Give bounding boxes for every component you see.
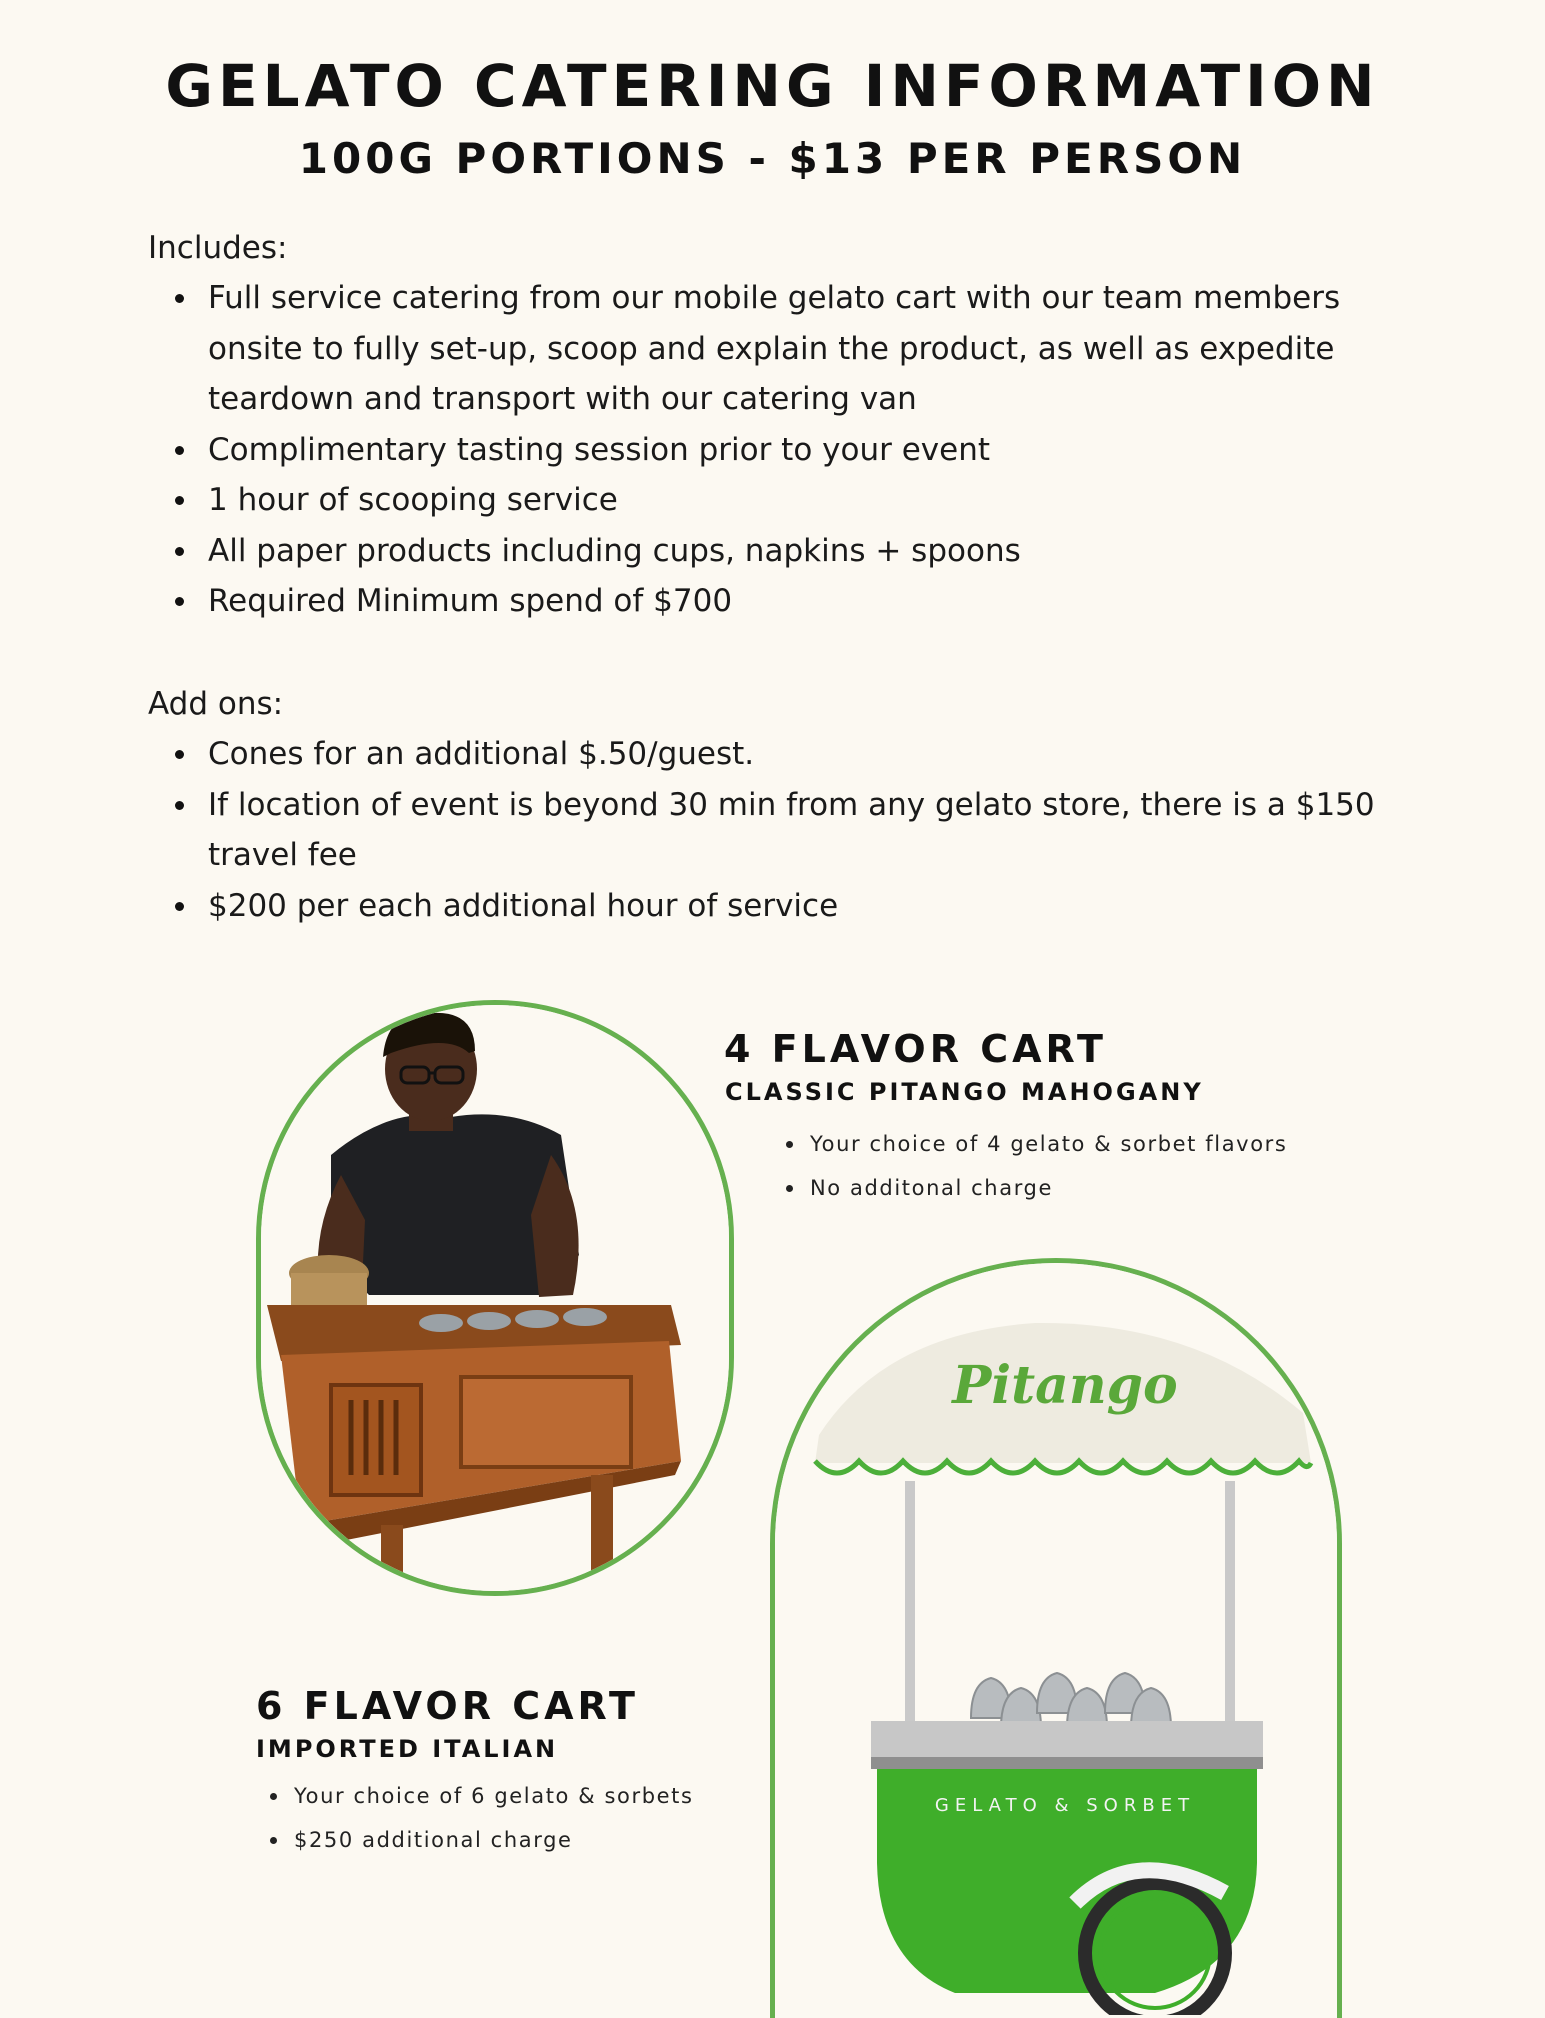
includes-section — [148, 223, 1438, 627]
page-title: GELATO CATERING INFORMATION — [165, 52, 1380, 120]
page-subtitle: 100G PORTIONS - $13 PER PERSON — [298, 134, 1247, 183]
addons-section — [148, 679, 1438, 931]
includes-list — [148, 273, 1438, 627]
italian-cart-photo — [770, 1258, 1342, 2018]
mahogany-cart-photo — [256, 1000, 734, 1596]
list-item: All paper products including cups, napkins + spoons — [208, 526, 1438, 577]
addons-label: Add ons: — [148, 686, 284, 722]
addons-list — [148, 729, 1438, 931]
four-flavor-cart-title: 4 FLAVOR CART — [724, 1027, 1107, 1071]
six-flavor-cart-subtitle: IMPORTED ITALIAN — [256, 1735, 559, 1763]
list-item: Your choice of 4 gelato & sorbet flavors — [784, 1122, 1287, 1166]
list-item: Complimentary tasting session prior to your event — [208, 425, 1438, 476]
list-item: Your choice of 6 gelato & sorbets — [268, 1774, 694, 1818]
four-flavor-cart-subtitle: CLASSIC PITANGO MAHOGANY — [725, 1078, 1204, 1106]
cart-panel-label: GELATO & SORBET — [934, 1795, 1196, 1816]
list-item: Cones for an additional $.50/guest. — [208, 729, 1438, 780]
list-item: 1 hour of scooping service — [208, 475, 1438, 526]
six-flavor-cart-list — [268, 1774, 694, 1862]
includes-label: Includes: — [148, 230, 288, 266]
list-item: $250 additional charge — [268, 1818, 694, 1862]
six-flavor-cart-title: 6 FLAVOR CART — [256, 1684, 639, 1728]
list-item: Full service catering from our mobile gelato cart with our team members onsite to fully set-up, scoop and explain the product, as well as expedite teardown and transport with our catering van — [208, 273, 1438, 425]
list-item: Required Minimum spend of $700 — [208, 576, 1438, 627]
pitango-logo: Pitango — [952, 1355, 1178, 1416]
list-item: No additonal charge — [784, 1166, 1287, 1210]
list-item: $200 per each additional hour of service — [208, 881, 1438, 932]
four-flavor-cart-list — [784, 1122, 1287, 1210]
list-item: If location of event is beyond 30 min from any gelato store, there is a $150 travel fee — [208, 780, 1438, 881]
